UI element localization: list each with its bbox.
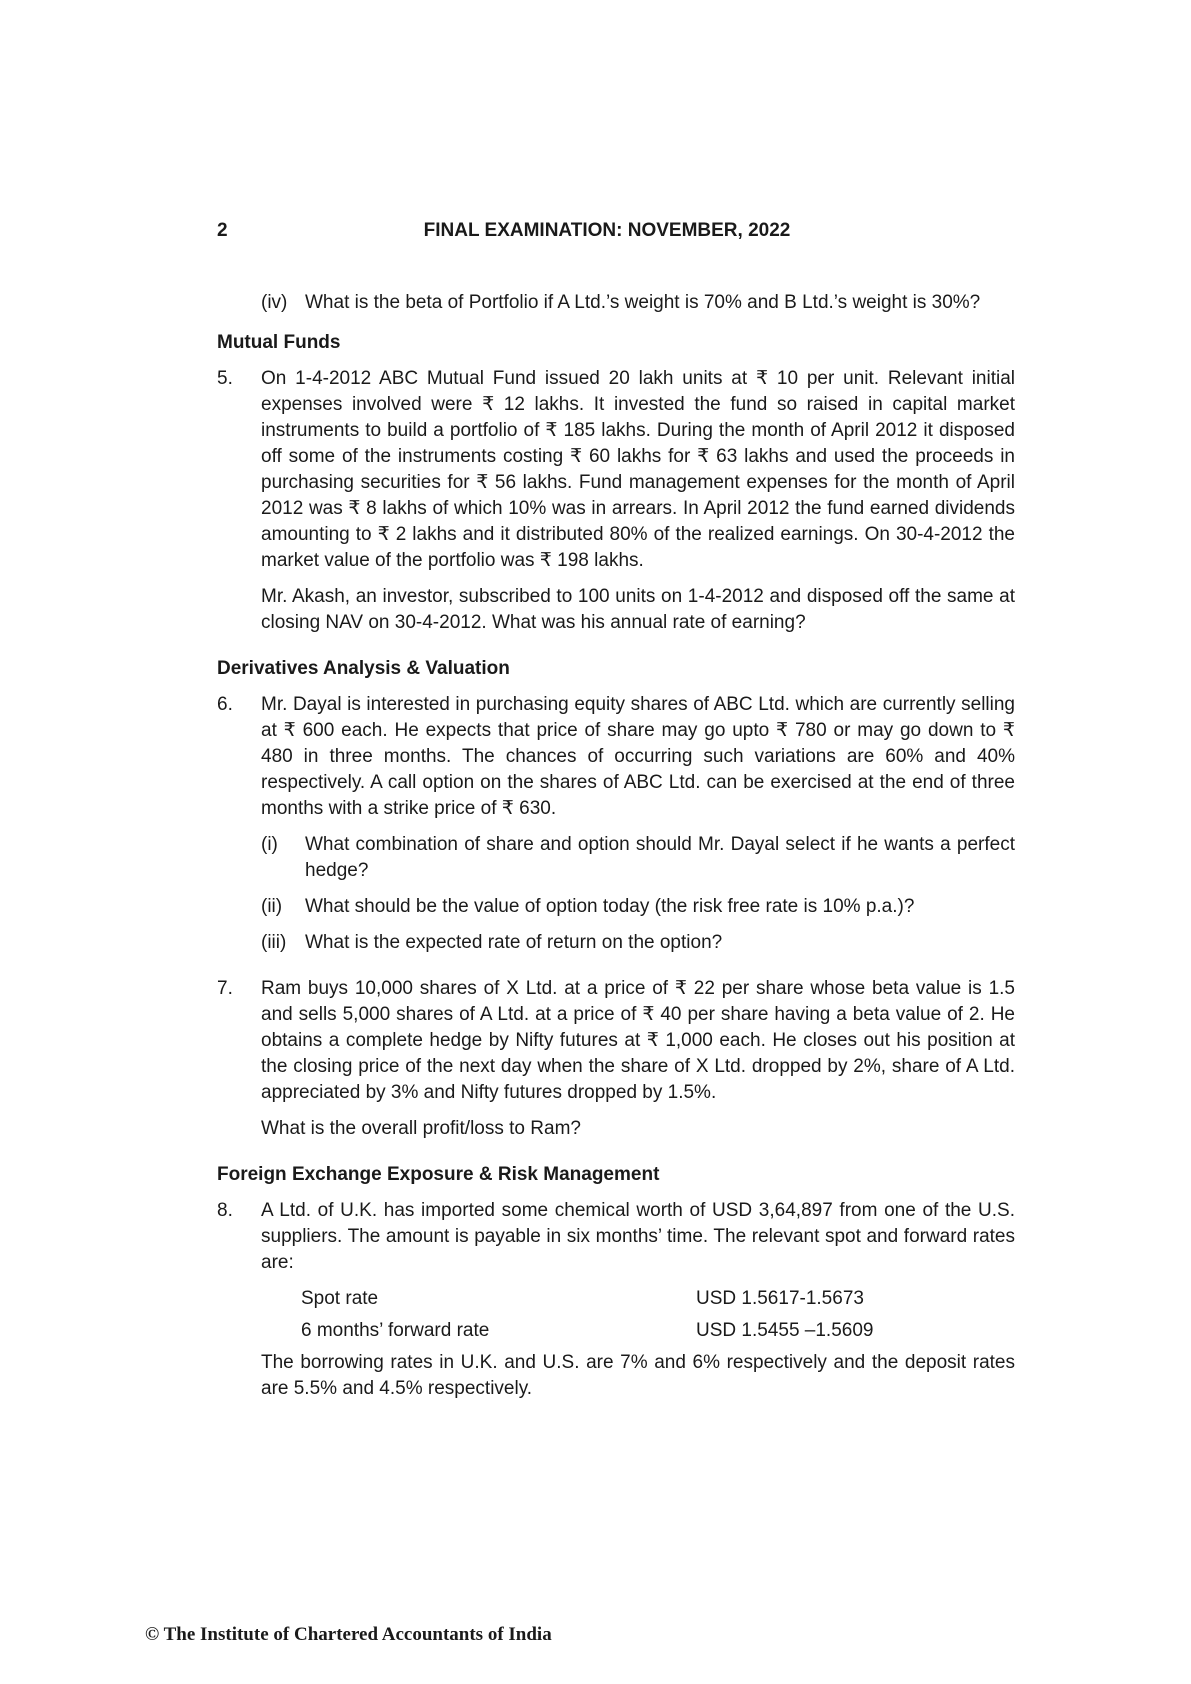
rate-value: USD 1.5617-1.5673 [696, 1288, 864, 1309]
rate-value: USD 1.5455 –1.5609 [696, 1320, 874, 1341]
item-label: (iv) [261, 292, 288, 313]
question-7 [217, 976, 1015, 1152]
item-label: (i) [261, 834, 278, 855]
item-text: What combination of share and option should Mr. Dayal select if he wants a perfect hedge? [305, 834, 1015, 881]
copyright-footer: © The Institute of Chartered Accountants of India [145, 1624, 552, 1645]
question-6 [217, 692, 1015, 966]
page-title: FINAL EXAMINATION: NOVEMBER, 2022 [423, 220, 791, 241]
rate-row [301, 1286, 1015, 1312]
rates-table [301, 1286, 1015, 1344]
item-text: What is the expected rate of return on the option? [305, 932, 723, 953]
question-8 [217, 1198, 1015, 1412]
question-text: Ram buys 10,000 shares of X Ltd. at a price of ₹ 22 per share whose beta value is 1.5 and sells 5,000 shares of A Ltd. at a price of ₹ 40 per share having a beta value of 2. He obtains a complete hedge by Nifty futures at ₹ 1,000 each. He closes out his position at the closing price of the next day when the share of X Ltd. dropped by 2%, share of A Ltd. appreciated by 3% and Nifty futures dropped by 1.5%. [261, 978, 1015, 1103]
question-text: What is the overall profit/loss to Ram? [261, 1118, 581, 1139]
item-text: What is the beta of Portfolio if A Ltd.’s weight is 70% and B Ltd.’s weight is 30%? [305, 292, 981, 313]
section-heading-foreign-exchange: Foreign Exchange Exposure & Risk Management [217, 1164, 660, 1185]
sub-question [261, 894, 1015, 920]
question-text: A Ltd. of U.K. has imported some chemical worth of USD 3,64,897 from one of the U.S. suppliers. The amount is payable in six months’ time. The relevant spot and forward rates are: [261, 1200, 1015, 1273]
question-5 [217, 366, 1015, 646]
question-number: 8. [217, 1200, 233, 1221]
rate-label: Spot rate [301, 1288, 379, 1309]
question-number: 7. [217, 978, 233, 999]
item-label: (iii) [261, 932, 287, 953]
item-text: What should be the value of option today (the risk free rate is 10% p.a.)? [305, 896, 915, 917]
question-text: The borrowing rates in U.K. and U.S. are 7% and 6% respectively and the deposit rates are 5.5% and 4.5% respectively. [261, 1352, 1015, 1399]
question-text: Mr. Akash, an investor, subscribed to 100 units on 1-4-2012 and disposed off the same at closing NAV on 30-4-2012. What was his annual rate of earning? [261, 586, 1015, 633]
page-number: 2 [217, 220, 228, 241]
question-number: 6. [217, 694, 233, 715]
section-heading-mutual-funds: Mutual Funds [217, 332, 341, 353]
sub-question [261, 832, 1015, 884]
question-number: 5. [217, 368, 233, 389]
section-heading-derivatives: Derivatives Analysis & Valuation [217, 658, 510, 679]
question-4-part-iv [261, 290, 1015, 316]
question-text: Mr. Dayal is interested in purchasing equity shares of ABC Ltd. which are currently selling at ₹ 600 each. He expects that price of share may go upto ₹ 780 or may go down to ₹ 480 in three months. The chances of occurring such variations are 60% and 40% respectively. A call option on the shares of ABC Ltd. can be exercised at the end of three months with a strike price of ₹ 630. [261, 694, 1015, 819]
sub-question [261, 930, 1015, 956]
item-label: (ii) [261, 896, 283, 917]
rate-label: 6 months’ forward rate [301, 1320, 490, 1341]
exam-content [217, 290, 1015, 1422]
rate-row [301, 1318, 1015, 1344]
question-text: On 1-4-2012 ABC Mutual Fund issued 20 lakh units at ₹ 10 per unit. Relevant initial expenses involved were ₹ 12 lakhs. It invested the fund so raised in capital market instruments to build a portfolio of ₹ 185 lakhs. During the month of April 2012 it disposed off some of the instruments costing ₹ 60 lakhs for ₹ 63 lakhs and used the proceeds in purchasing securities for ₹ 56 lakhs. Fund management expenses for the month of April 2012 was ₹ 8 lakhs of which 10% was in arrears. In April 2012 the fund earned dividends amounting to ₹ 2 lakhs and it distributed 80% of the realized earnings. On 30-4-2012 the market value of the portfolio was ₹ 198 lakhs. [261, 368, 1015, 571]
